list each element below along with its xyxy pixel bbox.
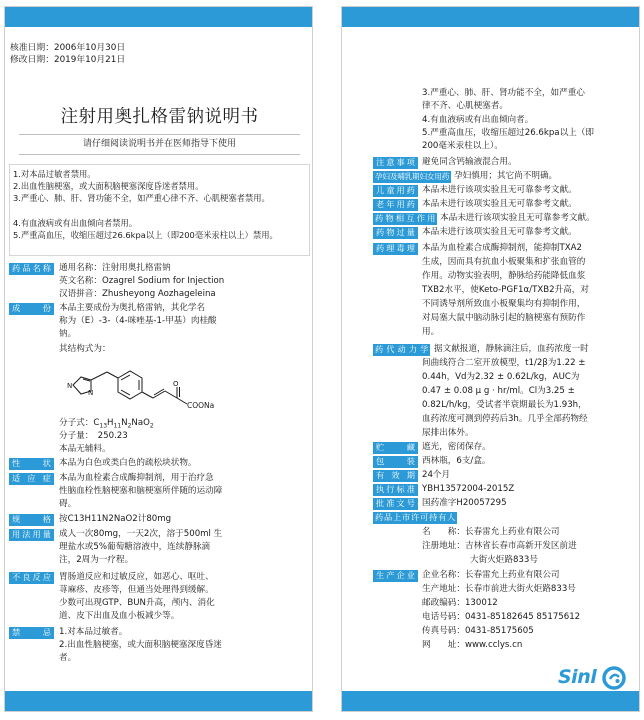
adverse-line-4: 道、皮下出血及血小板减少等。 xyxy=(59,611,180,621)
elderly-text: 本品未进行该项实验且无可靠参考文献。 xyxy=(422,199,577,209)
manufacturer-address: 生产地址：长春市前进大街火炬路833号 xyxy=(422,584,576,594)
contra-line-8: 200毫米汞柱以上）。 xyxy=(422,141,503,151)
label-precautions: 注意事项 xyxy=(373,157,418,169)
warning-item-5: 5.严重高血压，收缩压超过26.6kpa以上（即200毫米汞柱以上）禁用。 xyxy=(13,230,278,240)
top-color-band-right xyxy=(342,7,639,27)
label-overdose: 药物过量 xyxy=(373,227,418,239)
pk-line-2: 间曲线符合二室开放模型，t1/2β为1.22 ± xyxy=(422,358,586,368)
leaflet-left-panel xyxy=(4,6,313,712)
children-text: 本品未进行该项实验且无可靠参考文献。 xyxy=(422,185,577,195)
svg-text:O: O xyxy=(173,380,179,388)
pk-line-1: 据文献报道，静脉滴注后，血药浓度一时 xyxy=(434,344,589,354)
bottom-color-band xyxy=(5,691,312,711)
specification-text: 按C13H11N2NaO2计80mg xyxy=(59,514,172,524)
warning-item-1: 1.对本品过敏者禁用。 xyxy=(13,169,96,179)
chemical-structure-diagram xyxy=(63,360,263,420)
contra-line-3: 者。 xyxy=(59,653,77,663)
pinyin-name: 汉语拼音：Zhusheyong Aozhageleina xyxy=(59,289,216,299)
molecular-weight: 分子量： 250.23 xyxy=(59,431,128,441)
label-indications: 适应症 xyxy=(9,473,54,485)
label-composition: 成 份 xyxy=(9,303,54,315)
appearance-text: 本品为白色或类白色的疏松块状物。 xyxy=(59,458,197,468)
precautions-text: 避免同含钙输液混合用。 xyxy=(422,157,517,167)
generic-name: 通用名称：注射用奥扎格雷钠 xyxy=(59,263,171,273)
manufacturer-website: 网 址：www.cclys.cn xyxy=(422,640,523,650)
manufacturer-fax: 传真号码：0431-85175605 xyxy=(422,626,534,636)
adverse-line-1: 胃肠道反应和过敏反应，如恶心、呕吐、 xyxy=(59,572,214,582)
english-name: 英文名称：Ozagrel Sodium for Injection xyxy=(59,276,225,286)
structure-group-label: COONa xyxy=(187,401,215,410)
label-adverse-reactions: 不良反应 xyxy=(9,572,54,584)
contra-line-7: 5.严重高血压，收缩压超过26.6kpa以上（即 xyxy=(422,128,594,138)
pharmacology-line-7: 用。 xyxy=(422,327,440,337)
standard-text: YBH13572004-2015Z xyxy=(422,484,515,494)
pharmacology-line-6: 对局塞大鼠中脑动脉引起的脑梗塞有预防作 xyxy=(422,313,586,323)
mah-address-line-1: 注册地址：吉林省长春市高新开发区前进 xyxy=(422,541,577,551)
pk-line-3: 0.44h，Vd为2.32 ± 0.62L/kg，AUC为 xyxy=(422,372,580,382)
label-interactions: 药物相互作用 xyxy=(375,213,435,223)
structure-label: 其结构式为： xyxy=(59,344,111,354)
validity-text: 24个月 xyxy=(422,470,451,480)
indications-line-2: 性脑血栓性脑梗塞和脑梗塞所伴随的运动障 xyxy=(59,486,223,496)
svg-text:N: N xyxy=(67,382,73,390)
mah-address-line-2: 大街火炬路833号 xyxy=(470,555,538,565)
warning-item-4: 4.有血液病或有出血倾向者禁用。 xyxy=(13,218,138,228)
svg-text:N: N xyxy=(88,389,94,397)
brand-logo xyxy=(558,665,630,691)
label-children: 儿童用药 xyxy=(373,185,418,197)
pharmacology-line-4: TXB2水平，使Keto-PGF1α/TXB2升高，对 xyxy=(422,285,589,295)
label-package: 包 装 xyxy=(373,456,418,468)
dosage-line-1: 成人一次80mg，一天2次，溶于500ml 生 xyxy=(59,529,223,539)
warning-item-2: 2.出血性脑梗塞，或大面积脑梗塞深度昏迷者禁用。 xyxy=(13,181,204,191)
pharmacology-line-1: 本品为血栓素合成酶抑制剂，能抑制TXA2 xyxy=(422,243,582,253)
label-pharmacology: 药理毒理 xyxy=(373,243,418,255)
interactions-text: 本品未进行该项实验且无可靠参考文献。 xyxy=(440,213,595,223)
mah-name: 名 称：长春雷允上药业有限公司 xyxy=(422,527,560,537)
composition-line-3: 钠。 xyxy=(59,329,77,339)
pharmacology-line-2: 生成，因而具有抗血小板聚集和扩张血管的 xyxy=(422,257,586,267)
pregnancy-text: 孕妇慎用；其它尚不明确。 xyxy=(454,171,558,181)
excipient-note: 本品无辅料。 xyxy=(59,444,111,454)
pk-line-4: 0.47 ± 0.08 μ g · hr/ml。Cl为3.25 ± xyxy=(422,386,575,396)
indications-line-1: 本品为血栓素合成酶抑制剂，用于治疗急 xyxy=(59,473,214,483)
storage-text: 遮光，密闭保存。 xyxy=(422,442,491,452)
dosage-line-3: 注，2周为一疗程。 xyxy=(59,555,134,565)
label-mah: 药品上市许可持有人 xyxy=(375,512,455,522)
indications-line-3: 碍。 xyxy=(59,499,77,509)
label-elderly: 老年用药 xyxy=(373,199,418,211)
label-approval-number: 批准文号 xyxy=(373,498,418,510)
pharmacology-line-3: 作用。动物实验表明，静脉给药能降低血浆 xyxy=(422,271,586,281)
contra-line-4: 3.严重心、肺、肝、肾功能不全，如严重心 xyxy=(422,88,585,98)
label-storage: 贮 藏 xyxy=(373,442,418,454)
brand-wordmark: Sinl xyxy=(558,666,597,688)
pharmacology-line-5: 不同诱导剂所致血小板聚集均有抑制作用， xyxy=(422,299,586,309)
contra-line-5: 律不齐、心肌梗塞者。 xyxy=(422,101,508,111)
adverse-line-3: 少数可出现GTP、BUN升高，颅内、消化 xyxy=(59,598,215,608)
manufacturer-name: 企业名称：长春雷允上药业有限公司 xyxy=(422,570,560,580)
dosage-line-2: 理盐水或5%葡萄糖溶液中，连续静脉滴 xyxy=(59,542,211,552)
leaflet-right-panel xyxy=(341,6,640,712)
label-pharmacokinetics: 药代动力学 xyxy=(375,344,428,354)
document-subtitle: 请仔细阅读说明书并在医师指导下使用 xyxy=(82,139,236,149)
contra-line-6: 4.有血液病或有出血倾向者。 xyxy=(422,115,534,125)
overdose-text: 本品未进行该项实验且无可靠参考文献。 xyxy=(422,227,577,237)
manufacturer-phone: 电话号码：0431-85182645 85175612 xyxy=(422,612,581,622)
document-title: 注射用奥扎格雷钠说明书 xyxy=(60,107,259,127)
label-appearance: 性 状 xyxy=(9,458,54,470)
top-color-band xyxy=(5,7,312,27)
contra-line-2: 2.出血性脑梗塞，或大面积脑梗塞深度昏迷 xyxy=(59,640,222,650)
revision-date: 修改日期：2019年10月21日 xyxy=(10,55,126,65)
pk-line-5: 0.82L/h/kg，受试者半衰期最长为1.93h， xyxy=(422,400,587,410)
pk-line-7: 尿排出体外。 xyxy=(422,428,474,438)
label-validity: 有效期 xyxy=(373,470,418,482)
molecular-formula: 分子式：$C_{13}H_{11}N_2NaO_2$ xyxy=(59,418,154,430)
label-specification: 规 格 xyxy=(9,514,54,526)
label-pregnancy: 孕妇及哺乳期妇女用药 xyxy=(375,172,449,181)
approval-number-text: 国药准字H20057295 xyxy=(422,498,507,508)
label-standard: 执行标准 xyxy=(373,484,418,496)
brand-swirl-icon xyxy=(602,666,626,690)
warning-item-3: 3.严重心、肺、肝、肾功能不全，如严重心律不齐、心肌梗塞者禁用。 xyxy=(13,193,270,203)
composition-line-1: 本品主要成份为奥扎格雷钠，其化学名 xyxy=(59,303,206,313)
composition-line-2: 称为（E）-3-（4-咪唑基-1-甲基）肉桂酸 xyxy=(59,316,217,326)
bottom-color-band-right xyxy=(342,691,639,711)
approval-date: 核准日期：2006年10月30日 xyxy=(10,43,126,53)
label-drug-name: 药品名称 xyxy=(9,263,54,275)
label-dosage: 用法用量 xyxy=(9,529,54,541)
pk-line-6: 血药浓度可测到停药后3h。几乎全部药物经 xyxy=(422,414,588,424)
label-manufacturer: 生产企业 xyxy=(373,570,418,582)
package-text: 西林瓶，6支/盒。 xyxy=(422,456,491,466)
label-contraindications: 禁 忌 xyxy=(9,627,54,639)
manufacturer-postcode: 邮政编码：130012 xyxy=(422,598,498,608)
adverse-line-2: 荨麻疹、皮疹等，但通当处理得到缓解。 xyxy=(59,585,214,595)
contra-line-1: 1.对本品过敏者。 xyxy=(59,627,128,637)
warning-box xyxy=(9,164,310,256)
